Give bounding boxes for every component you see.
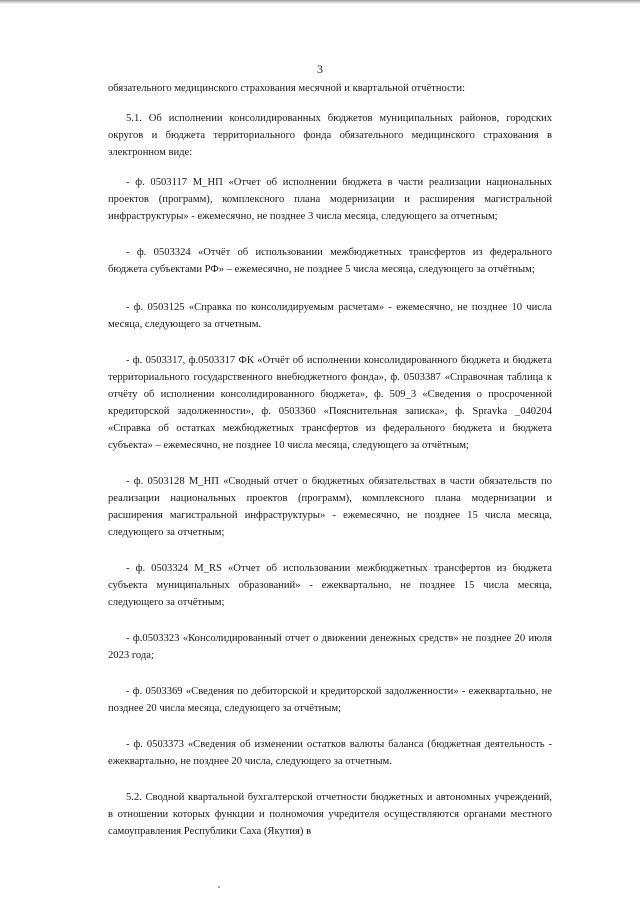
scan-speck [218, 886, 220, 888]
list-item-0503317: - ф. 0503317, ф.0503317 ФК «Отчёт об исполнении консолидированного бюджета и бюджета территориального государственного внебюджетного фонда», ф. 0503387 «Справочная таблица к отчёту об исполнении консолидированного бюджета», ф. 509_3 «Сведения о просроченной кредиторской задолженности», ф. 0503360 «Пояснительная записка», ф. Spravka _040204 «Справка об остатках межбюджетных трансфертов из федерального бюджета и бюджета субъекта» – ежемесячно, не позднее 10 числа месяца, следующего за отчётным; [108, 355, 552, 451]
list-item-0503324-mrs: - ф. 0503324 M_RS «Отчет об использовании межбюджетных трансфертов из бюджета субъекта муниципальных образований» - ежеквартально, не позднее 15 числа месяца, следующего за отчётным; [108, 563, 552, 608]
paragraph-continuation: обязательного медицинского страхования месячной и квартальной отчётности: [108, 83, 466, 94]
list-item-0503373: - ф. 0503373 «Сведения об изменении остатков валюты баланса (бюджетная деятельность - ежеквартально, не позднее 20 числа, следующего за отчетным. [108, 739, 552, 767]
list-item-0503323: - ф.0503323 «Консолидированный отчет о движении денежных средств» не позднее 20 июля 2023 года; [108, 633, 552, 661]
list-item-0503128: - ф. 0503128 М_НП «Сводный отчет о бюджетных обязательствах в части обязательств по реализации национальных проектов (программ), комплексного плана модернизации и расширения магистральной инфраструктуры» - ежемесячно, не позднее 15 числа месяца, следующего за отчетным; [108, 476, 552, 538]
paragraph-section-5-1: 5.1. Об исполнении консолидированных бюджетов муниципальных районов, городских округов и бюджета территориального фонда обязательного медицинского страхования в электронном виде: [108, 113, 552, 158]
paragraph-section-5-2: 5.2. Сводной квартальной бухгалтерской отчетности бюджетных и автономных учреждений, в отношении которых функции и полномочия учредителя осуществляются органами местного самоуправления Республики Саха (Якутия) в [108, 792, 552, 837]
list-item-0503369: - ф. 0503369 «Сведения по дебиторской и кредиторской задолженности» - ежеквартально, не позднее 20 числа месяца, следующего за отчётным; [108, 686, 552, 714]
document-body [108, 80, 552, 840]
page-number: 3 [317, 62, 323, 76]
list-item-0503324: - ф. 0503324 «Отчёт об использовании межбюджетных трансфертов из федерального бюджета субъектами РФ» – ежемесячно, не позднее 5 числа месяца, следующего за отчётным; [108, 247, 552, 275]
list-item-0503125: - ф. 0503125 «Справка по консолидируемым расчетам» - ежемесячно, не позднее 10 числа месяца, следующего за отчетным. [108, 302, 552, 330]
list-item-0503117: - ф. 0503117 М_НП «Отчет об исполнении бюджета в части реализации национальных проектов (программ), комплексного плана модернизации и расширения магистральной инфраструктуры» - ежемесячно, не позднее 3 числа месяца, следующего за отчетным; [108, 177, 552, 222]
scan-edge [0, 0, 640, 4]
